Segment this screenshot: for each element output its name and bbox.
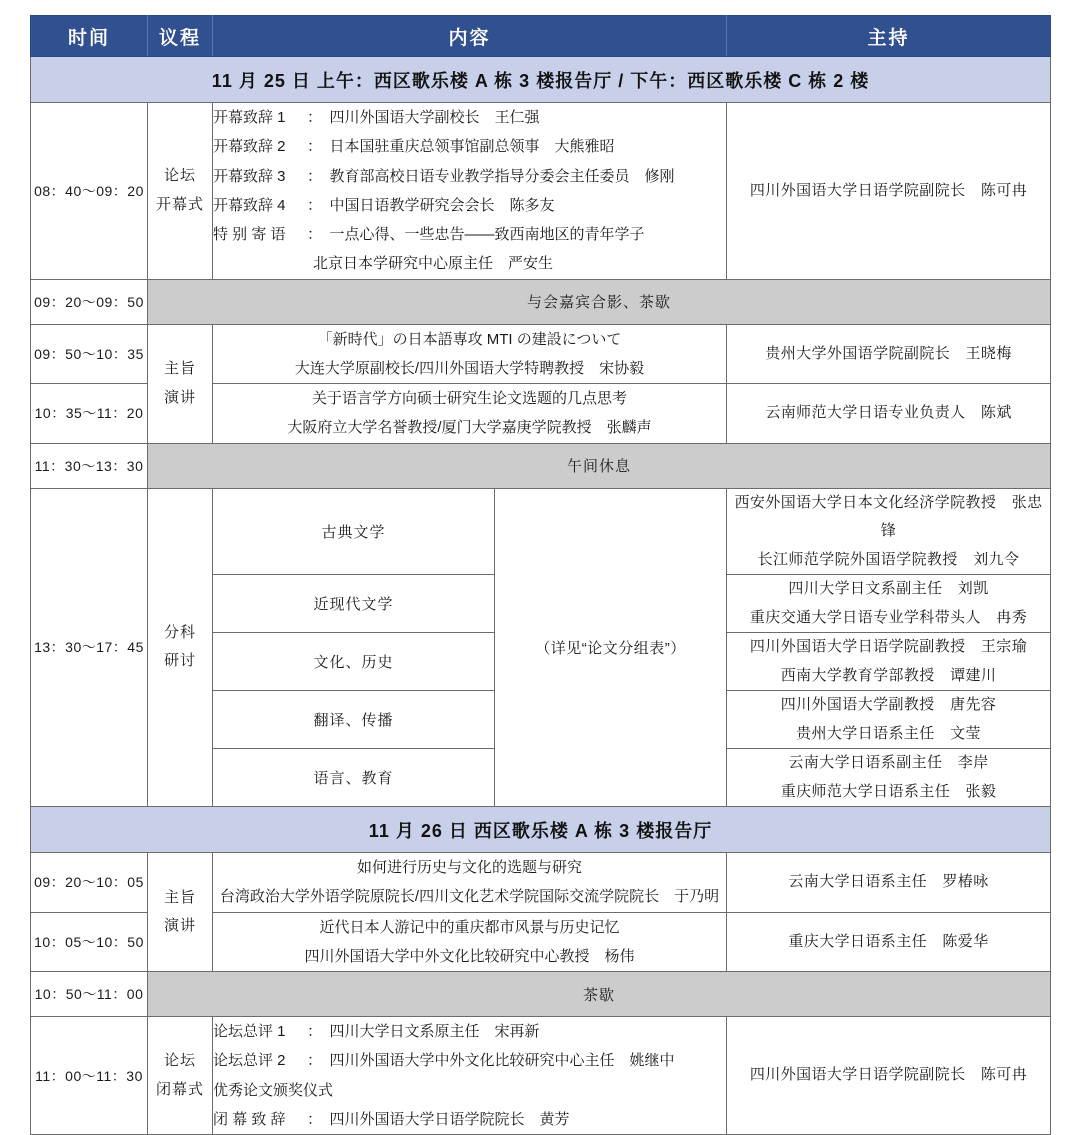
opening-content — [213, 103, 727, 280]
column-header-agenda: 议程 — [148, 16, 213, 57]
day1-keynote-1-title: 关于语言学方向硕士研究生论文选题的几点思考 — [312, 390, 628, 407]
closing-item-3-text: 四川外国语大学日语学院院长 黄芳 — [329, 1110, 570, 1128]
photo-break-time: 09：20～09：50 — [31, 279, 148, 324]
day1-keynote-0-title: 「新時代」の日本語専攻 MTI の建設について — [317, 330, 622, 348]
day2-keynote-row-0 — [31, 853, 1051, 913]
parallel-host-0-b: 长江师范学院外国语学院教授 刘九令 — [757, 550, 1020, 568]
parallel-host-2-b: 西南大学教育学部教授 谭建川 — [780, 666, 997, 684]
parallel-agenda-line2: 研讨 — [163, 652, 196, 670]
day2-keynote-agenda — [148, 853, 213, 972]
day1-keynote-1-time: 10：35～11：20 — [31, 384, 148, 444]
parallel-host-1-a: 四川大学日文系副主任 刘凯 — [788, 580, 989, 597]
lunch-break-label: 午间休息 — [148, 443, 1051, 488]
parallel-host-4 — [727, 749, 1051, 807]
parallel-host-3-a: 四川外国语大学副教授 唐先容 — [780, 696, 997, 713]
day2-keynote-0-content — [213, 853, 727, 913]
day1-keynote-0-host: 贵州大学外国语学院副院长 王晓梅 — [727, 324, 1051, 384]
opening-item-0-sep: ： — [307, 109, 315, 126]
closing-host: 四川外国语大学日语学院副院长 陈可冉 — [727, 1017, 1051, 1135]
opening-item-3 — [213, 191, 726, 220]
day2-keynote-1-host: 重庆大学日语系主任 陈爱华 — [727, 912, 1051, 972]
opening-item-1-label: 开幕致辞 2 — [213, 138, 286, 156]
closing-item-3 — [213, 1105, 726, 1134]
day2-keynote-agenda-line2: 演讲 — [163, 917, 196, 934]
parallel-agenda-line1: 分科 — [163, 623, 196, 641]
day2-band-row — [31, 807, 1051, 853]
opening-item-3-sep: ： — [307, 196, 315, 214]
parallel-topic-4: 语言、教育 — [213, 749, 495, 807]
opening-item-4 — [213, 220, 726, 249]
table-header-row — [31, 16, 1051, 57]
closing-content — [213, 1017, 727, 1135]
day1-keynote-0-content — [213, 324, 727, 384]
day1-opening-row — [31, 103, 1051, 280]
closing-item-1-text: 四川外国语大学中外文化比较研究中心主任 姚继中 — [329, 1052, 675, 1070]
closing-agenda — [148, 1017, 213, 1135]
parallel-host-3 — [727, 691, 1051, 749]
parallel-host-4-b: 重庆师范大学日语系主任 张毅 — [780, 782, 997, 800]
day2-keynote-1-content — [213, 912, 727, 972]
parallel-time: 13：30～17：45 — [31, 488, 148, 807]
opening-item-0-text: 四川外国语大学副校长 王仁强 — [329, 109, 540, 126]
opening-item-0 — [213, 103, 726, 132]
opening-item-2-sep: ： — [307, 167, 315, 185]
photo-break-label: 与会嘉宾合影、茶歇 — [148, 279, 1051, 324]
tea-break-time: 10：50～11：00 — [31, 972, 148, 1017]
parallel-topic-3: 翻译、传播 — [213, 691, 495, 749]
opening-item-1-sep: ： — [307, 138, 315, 156]
opening-item-2-text: 教育部高校日语专业教学指导分委会主任委员 修刚 — [329, 167, 675, 185]
column-header-time: 时间 — [31, 16, 148, 57]
day2-keynote-1-time: 10：05～10：50 — [31, 912, 148, 972]
day1-keynote-1-content — [213, 384, 727, 444]
closing-item-2 — [213, 1076, 726, 1105]
day1-keynote-1-host: 云南师范大学日语专业负责人 陈斌 — [727, 384, 1051, 444]
closing-item-0 — [213, 1017, 726, 1046]
parallel-group-note: （详见“论文分组表”） — [495, 488, 727, 807]
closing-item-0-text: 四川大学日文系原主任 宋再新 — [329, 1023, 540, 1040]
parallel-topic-1: 近现代文学 — [213, 575, 495, 633]
closing-agenda-line2: 闭幕式 — [155, 1080, 204, 1098]
day1-keynote-0-time: 09：50～10：35 — [31, 324, 148, 384]
day1-keynote-1-speaker: 大阪府立大学名誉教授/厦门大学嘉庚学院教授 张麟声 — [287, 419, 652, 437]
closing-item-0-sep: ： — [307, 1023, 315, 1040]
parallel-host-1-b: 重庆交通大学日语专业学科带头人 冉秀 — [749, 608, 1028, 626]
opening-agenda-line1: 论坛 — [163, 167, 196, 185]
parallel-host-1 — [727, 575, 1051, 633]
closing-item-3-sep: ： — [307, 1110, 315, 1128]
closing-item-0-label: 论坛总评 1 — [213, 1023, 286, 1040]
day2-closing-row — [31, 1017, 1051, 1135]
opening-item-2-label: 开幕致辞 3 — [213, 167, 286, 185]
day1-keynote-agenda — [148, 324, 213, 443]
opening-agenda-line2: 开幕式 — [155, 195, 204, 213]
parallel-host-2-a: 四川外国语大学日语学院副教授 王宗瑜 — [749, 638, 1028, 655]
parallel-topic-0: 古典文学 — [213, 488, 495, 575]
day2-tea-break-row — [31, 972, 1051, 1017]
parallel-session-row-0 — [31, 488, 1051, 575]
lunch-break-time: 11：30～13：30 — [31, 443, 148, 488]
day2-location-band: 11 月 26 日 西区歌乐楼 A 栋 3 楼报告厅 — [31, 807, 1051, 853]
opening-item-2 — [213, 162, 726, 191]
day2-keynote-agenda-line1: 主旨 — [163, 888, 196, 906]
column-header-content: 内容 — [213, 16, 727, 57]
parallel-host-0 — [727, 488, 1051, 575]
closing-time: 11：00～11：30 — [31, 1017, 148, 1135]
parallel-host-0-a: 西安外国语大学日本文化经济学院教授 张忠锋 — [734, 493, 1043, 539]
opening-item-4-text: 一点心得、一些忠告——致西南地区的青年学子 — [329, 226, 645, 243]
day1-lunch-break-row — [31, 443, 1051, 488]
closing-item-1-label: 论坛总评 2 — [213, 1052, 286, 1070]
opening-item-3-label: 开幕致辞 4 — [213, 196, 286, 214]
parallel-agenda — [148, 488, 213, 807]
closing-item-3-label: 闭 幕 致 辞 — [213, 1110, 286, 1128]
closing-item-1-sep: ： — [307, 1052, 315, 1070]
opening-item-4-sep: ： — [307, 226, 315, 243]
day2-keynote-1-title: 近代日本人游记中的重庆都市风景与历史记忆 — [319, 918, 620, 936]
day1-keynote-0-speaker: 大连大学原副校长/四川外国语大学特聘教授 宋协毅 — [294, 359, 645, 377]
day1-keynote-agenda-line2: 演讲 — [163, 388, 196, 406]
parallel-host-4-a: 云南大学日语系副主任 李岸 — [788, 754, 989, 771]
day1-location-band: 11 月 25 日 上午：西区歌乐楼 A 栋 3 楼报告厅 / 下午：西区歌乐楼 C 栋 2 楼 — [31, 57, 1051, 103]
conference-schedule-table — [30, 15, 1051, 1135]
opening-agenda — [148, 103, 213, 280]
day2-keynote-0-title: 如何进行历史与文化的选题与研究 — [357, 859, 583, 876]
opening-extra-line: 北京日本学研究中心原主任 严安生 — [313, 255, 554, 273]
closing-agenda-line1: 论坛 — [163, 1052, 196, 1069]
parallel-host-3-b: 贵州大学日语系主任 文莹 — [796, 724, 981, 742]
opening-item-1-text: 日本国驻重庆总领事馆副总领事 大熊雅昭 — [329, 138, 615, 156]
day1-keynote-row-0 — [31, 324, 1051, 384]
opening-item-1 — [213, 132, 726, 161]
day2-keynote-0-time: 09：20～10：05 — [31, 853, 148, 913]
day1-keynote-agenda-line1: 主旨 — [163, 360, 196, 377]
parallel-topic-2: 文化、历史 — [213, 633, 495, 691]
opening-host: 四川外国语大学日语学院副院长 陈可冉 — [727, 103, 1051, 280]
tea-break-label: 茶歇 — [148, 972, 1051, 1017]
day1-band-row — [31, 57, 1051, 103]
opening-item-4-label: 特 别 寄 语 — [213, 226, 286, 243]
opening-time: 08：40～09：20 — [31, 103, 148, 280]
day2-keynote-0-host: 云南大学日语系主任 罗椿咏 — [727, 853, 1051, 913]
parallel-host-2 — [727, 633, 1051, 691]
opening-item-0-label: 开幕致辞 1 — [213, 109, 286, 126]
day2-keynote-1-speaker: 四川外国语大学中外文化比较研究中心教授 杨伟 — [304, 947, 635, 965]
opening-item-3-text: 中国日语教学研究会会长 陈多友 — [329, 196, 555, 214]
day1-photo-break-row — [31, 279, 1051, 324]
closing-item-1 — [213, 1046, 726, 1075]
column-header-host: 主持 — [727, 16, 1051, 57]
closing-item-2-label: 优秀论文颁奖仪式 — [213, 1081, 334, 1099]
day2-keynote-0-speaker: 台湾政治大学外语学院原院长/四川文化艺术学院国际交流学院院长 于乃明 — [219, 888, 720, 906]
